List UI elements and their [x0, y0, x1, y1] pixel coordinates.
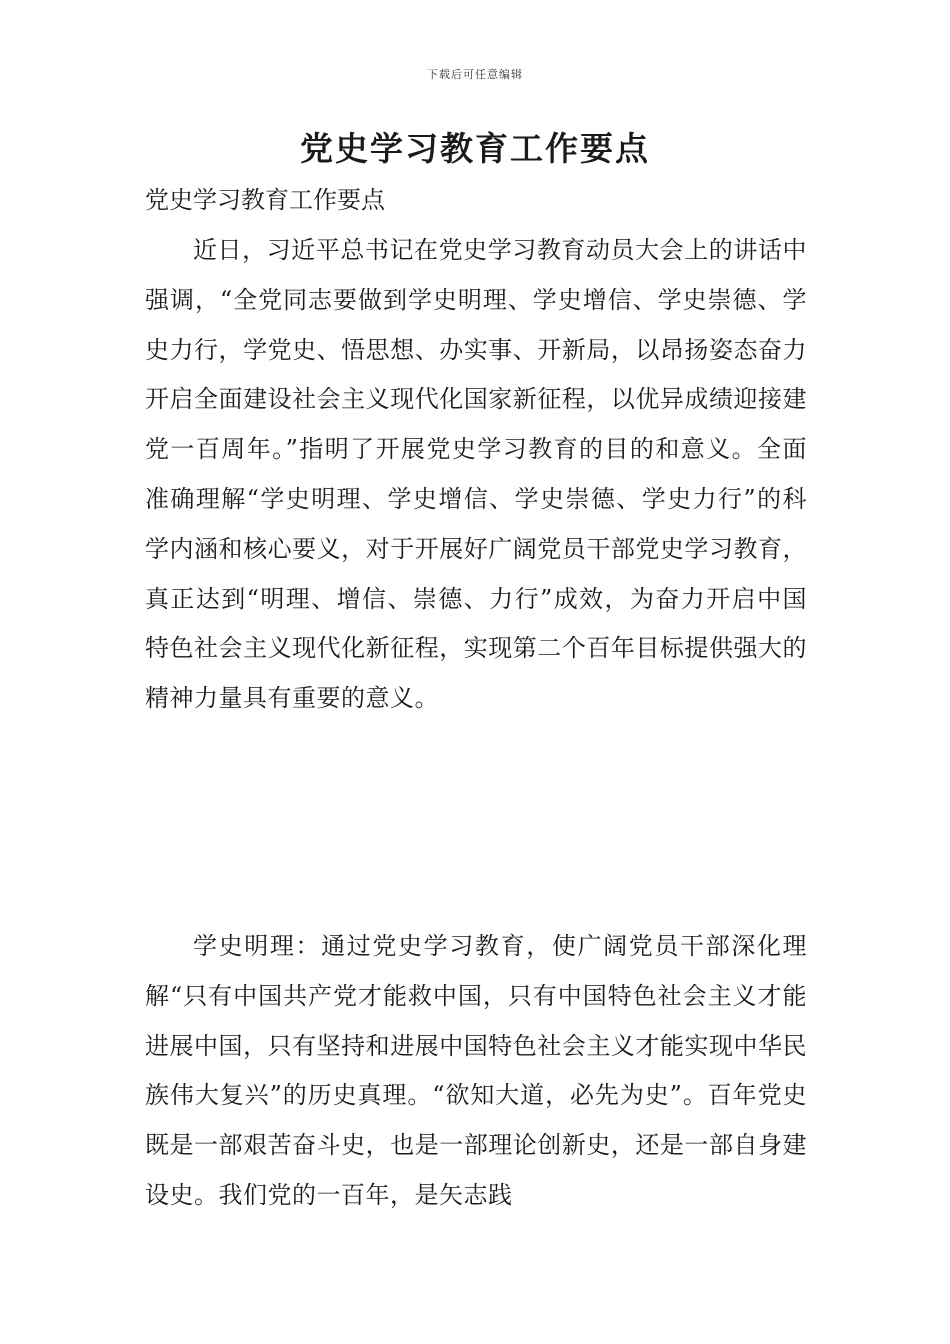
- header-note: 下载后可任意编辑: [427, 68, 523, 81]
- document-subtitle: 党史学习教育工作要点: [145, 186, 385, 214]
- paragraph-xue-shi-ming-li: 学史明理：通过党史学习教育，使广阔党员干部深化理解“只有中国共产党才能救中国，只有中国特色社会主义才能进展中国，只有坚持和进展中国特色社会主义才能实现中华民族伟大复兴”的历史真理。“欲知大道，必先为史”。百年党史既是一部艰苦奋斗史，也是一部理论创新史，还是一部自身建设史。我们党的一百年，是矢志践: [145, 932, 807, 1209]
- document-title: 党史学习教育工作要点: [300, 129, 650, 168]
- paragraph-intro: 近日，习近平总书记在党史学习教育动员大会上的讲话中强调，“全党同志要做到学史明理、学史增信、学史崇德、学史力行，学党史、悟思想、办实事、开新局，以昂扬姿态奋力开启全面建设社会主义现代化国家新征程，以优异成绩迎接建党一百周年。”指明了开展党史学习教育的目的和意义。全面准确理解“学史明理、学史增信、学史崇德、学史力行”的科学内涵和核心要义，对于开展好广阔党员干部党史学习教育，真正达到“明理、增信、崇德、力行”成效，为奋力开启中国特色社会主义现代化新征程，实现第二个百年目标提供强大的精神力量具有重要的意义。: [145, 236, 807, 713]
